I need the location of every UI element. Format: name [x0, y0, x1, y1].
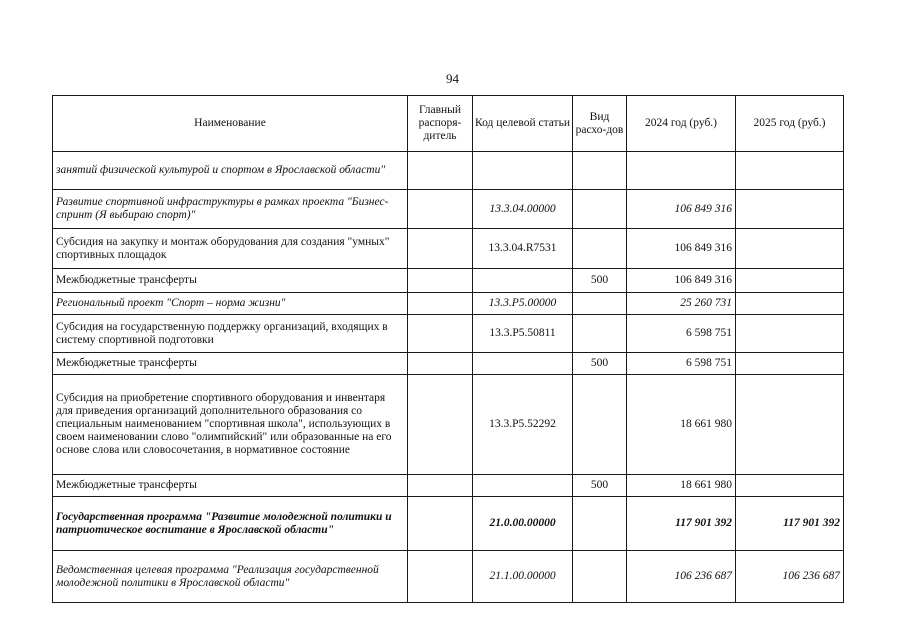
- row-amount-2025: [736, 293, 844, 315]
- row-main-manager: [408, 497, 473, 551]
- header-code: Код целевой статьи: [473, 96, 573, 152]
- row-main-manager: [408, 475, 473, 497]
- row-code: 21.1.00.00000: [473, 551, 573, 603]
- row-main-manager: [408, 293, 473, 315]
- row-amount-2025: [736, 315, 844, 353]
- row-name: Региональный проект "Спорт – норма жизни": [53, 293, 408, 315]
- row-main-manager: [408, 315, 473, 353]
- row-main-manager: [408, 190, 473, 229]
- row-code: 13.3.P5.52292: [473, 375, 573, 475]
- row-expense-type: [573, 229, 627, 269]
- row-code: [473, 269, 573, 293]
- header-year-2024: 2024 год (руб.): [627, 96, 736, 152]
- row-expense-type: 500: [573, 269, 627, 293]
- table-row: [53, 293, 844, 315]
- table-row: [53, 190, 844, 229]
- row-name: Межбюджетные трансферты: [53, 475, 408, 497]
- row-code: 13.3.P5.00000: [473, 293, 573, 315]
- table-row: [53, 152, 844, 190]
- row-amount-2025: [736, 269, 844, 293]
- row-code: 21.0.00.00000: [473, 497, 573, 551]
- row-amount-2025: [736, 152, 844, 190]
- row-amount-2025: 106 236 687: [736, 551, 844, 603]
- row-expense-type: [573, 551, 627, 603]
- header-main-manager: Главный распоря-дитель: [408, 96, 473, 152]
- table-body: [53, 152, 844, 603]
- row-amount-2025: [736, 475, 844, 497]
- row-code: 13.3.04.00000: [473, 190, 573, 229]
- header-year-2025: 2025 год (руб.): [736, 96, 844, 152]
- row-amount-2024: 117 901 392: [627, 497, 736, 551]
- row-amount-2024: 6 598 751: [627, 353, 736, 375]
- row-amount-2025: 117 901 392: [736, 497, 844, 551]
- row-amount-2025: [736, 353, 844, 375]
- row-amount-2024: 106 236 687: [627, 551, 736, 603]
- row-main-manager: [408, 152, 473, 190]
- table-row: [53, 315, 844, 353]
- table-row: [53, 475, 844, 497]
- row-amount-2024: 106 849 316: [627, 190, 736, 229]
- table-row: [53, 375, 844, 475]
- row-main-manager: [408, 551, 473, 603]
- row-expense-type: [573, 497, 627, 551]
- row-amount-2024: 6 598 751: [627, 315, 736, 353]
- table-header: [53, 96, 844, 152]
- row-amount-2025: [736, 229, 844, 269]
- row-main-manager: [408, 353, 473, 375]
- row-code: 13.3.04.R7531: [473, 229, 573, 269]
- row-name: Ведомственная целевая программа "Реализация государственной молодежной политики в Ярославской области": [53, 551, 408, 603]
- row-amount-2024: 25 260 731: [627, 293, 736, 315]
- row-amount-2024: 18 661 980: [627, 475, 736, 497]
- row-expense-type: [573, 152, 627, 190]
- table-row: [53, 229, 844, 269]
- row-expense-type: 500: [573, 475, 627, 497]
- row-main-manager: [408, 375, 473, 475]
- row-code: [473, 353, 573, 375]
- row-code: 13.3.P5.50811: [473, 315, 573, 353]
- table-row: [53, 353, 844, 375]
- row-expense-type: [573, 315, 627, 353]
- row-expense-type: 500: [573, 353, 627, 375]
- row-name: Развитие спортивной инфраструктуры в рамках проекта "Бизнес-спринт (Я выбираю спорт)": [53, 190, 408, 229]
- row-name: Межбюджетные трансферты: [53, 269, 408, 293]
- table-row: [53, 269, 844, 293]
- row-amount-2025: [736, 190, 844, 229]
- page-number: 94: [446, 71, 459, 86]
- row-main-manager: [408, 229, 473, 269]
- row-amount-2024: 106 849 316: [627, 269, 736, 293]
- row-name: Субсидия на закупку и монтаж оборудования для создания "умных" спортивных площадок: [53, 229, 408, 269]
- row-code: [473, 152, 573, 190]
- table-row: [53, 551, 844, 603]
- row-name: Межбюджетные трансферты: [53, 353, 408, 375]
- row-amount-2025: [736, 375, 844, 475]
- table-row: [53, 497, 844, 551]
- row-main-manager: [408, 269, 473, 293]
- row-code: [473, 475, 573, 497]
- row-name: Субсидия на приобретение спортивного оборудования и инвентаря для приведения организаций дополнительного образования со специальным наименованием "спортивная школа", использующих в своем наименовании слово "олимпийский" или образованные на его основе слова или словосочетания, в нормативное состояние: [53, 375, 408, 475]
- row-expense-type: [573, 293, 627, 315]
- row-name: занятий физической культурой и спортом в Ярославской области": [53, 152, 408, 190]
- budget-table: [52, 95, 844, 603]
- row-expense-type: [573, 190, 627, 229]
- row-amount-2024: [627, 152, 736, 190]
- header-expense-type: Вид расхо-дов: [573, 96, 627, 152]
- row-amount-2024: 18 661 980: [627, 375, 736, 475]
- row-name: Субсидия на государственную поддержку организаций, входящих в систему спортивной подготовки: [53, 315, 408, 353]
- row-amount-2024: 106 849 316: [627, 229, 736, 269]
- row-expense-type: [573, 375, 627, 475]
- header-name: Наименование: [53, 96, 408, 152]
- header-row: [53, 96, 844, 152]
- row-name: Государственная программа "Развитие молодежной политики и патриотическое воспитание в Ярославской области": [53, 497, 408, 551]
